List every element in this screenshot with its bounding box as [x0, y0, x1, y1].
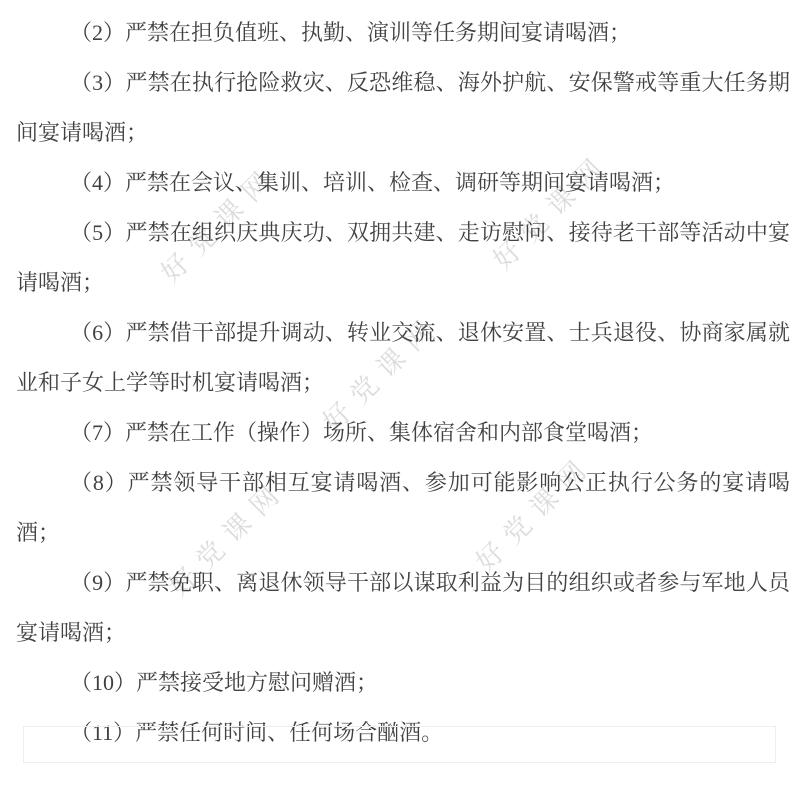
watermark-4: 好党课网: [470, 448, 600, 578]
watermark-2: 好党课网: [317, 308, 447, 438]
list-item-2: （2）严禁在担负值班、执勤、演训等任务期间宴请喝酒；: [70, 20, 632, 45]
list-item-3: （3）严禁在执行抢险救灾、反恐维稳、海外护航、安保警戒等重大任务期间宴请喝酒；: [16, 70, 790, 145]
list-item-11: （11）严禁任何时间、任何场合酗酒。: [70, 720, 444, 745]
list-item-6: （6）严禁借干部提升调动、转业交流、退休安置、士兵退役、协商家属就业和子女上学等时机宴请喝酒；: [16, 320, 790, 395]
faint-box-outline: [23, 726, 776, 763]
list-item-10: （10）严禁接受地方慰问赠酒；: [70, 670, 379, 695]
list-item-9: （9）严禁免职、离退休领导干部以谋取利益为目的组织或者参与军地人员宴请喝酒；: [16, 570, 790, 645]
watermark-3: 好党课网: [163, 473, 293, 603]
list-item-7: （7）严禁在工作（操作）场所、集体宿舍和内部食堂喝酒；: [70, 420, 654, 445]
watermark-1: 好党课网: [487, 146, 617, 276]
watermark-0: 好党课网: [155, 159, 285, 289]
list-item-4: （4）严禁在会议、集训、培训、检查、调研等期间宴请喝酒；: [70, 170, 676, 195]
list-item-5: （5）严禁在组织庆典庆功、双拥共建、走访慰问、接待老干部等活动中宴请喝酒；: [16, 220, 790, 295]
list-item-8: （8）严禁领导干部相互宴请喝酒、参加可能影响公正执行公务的宴请喝酒；: [16, 470, 790, 545]
